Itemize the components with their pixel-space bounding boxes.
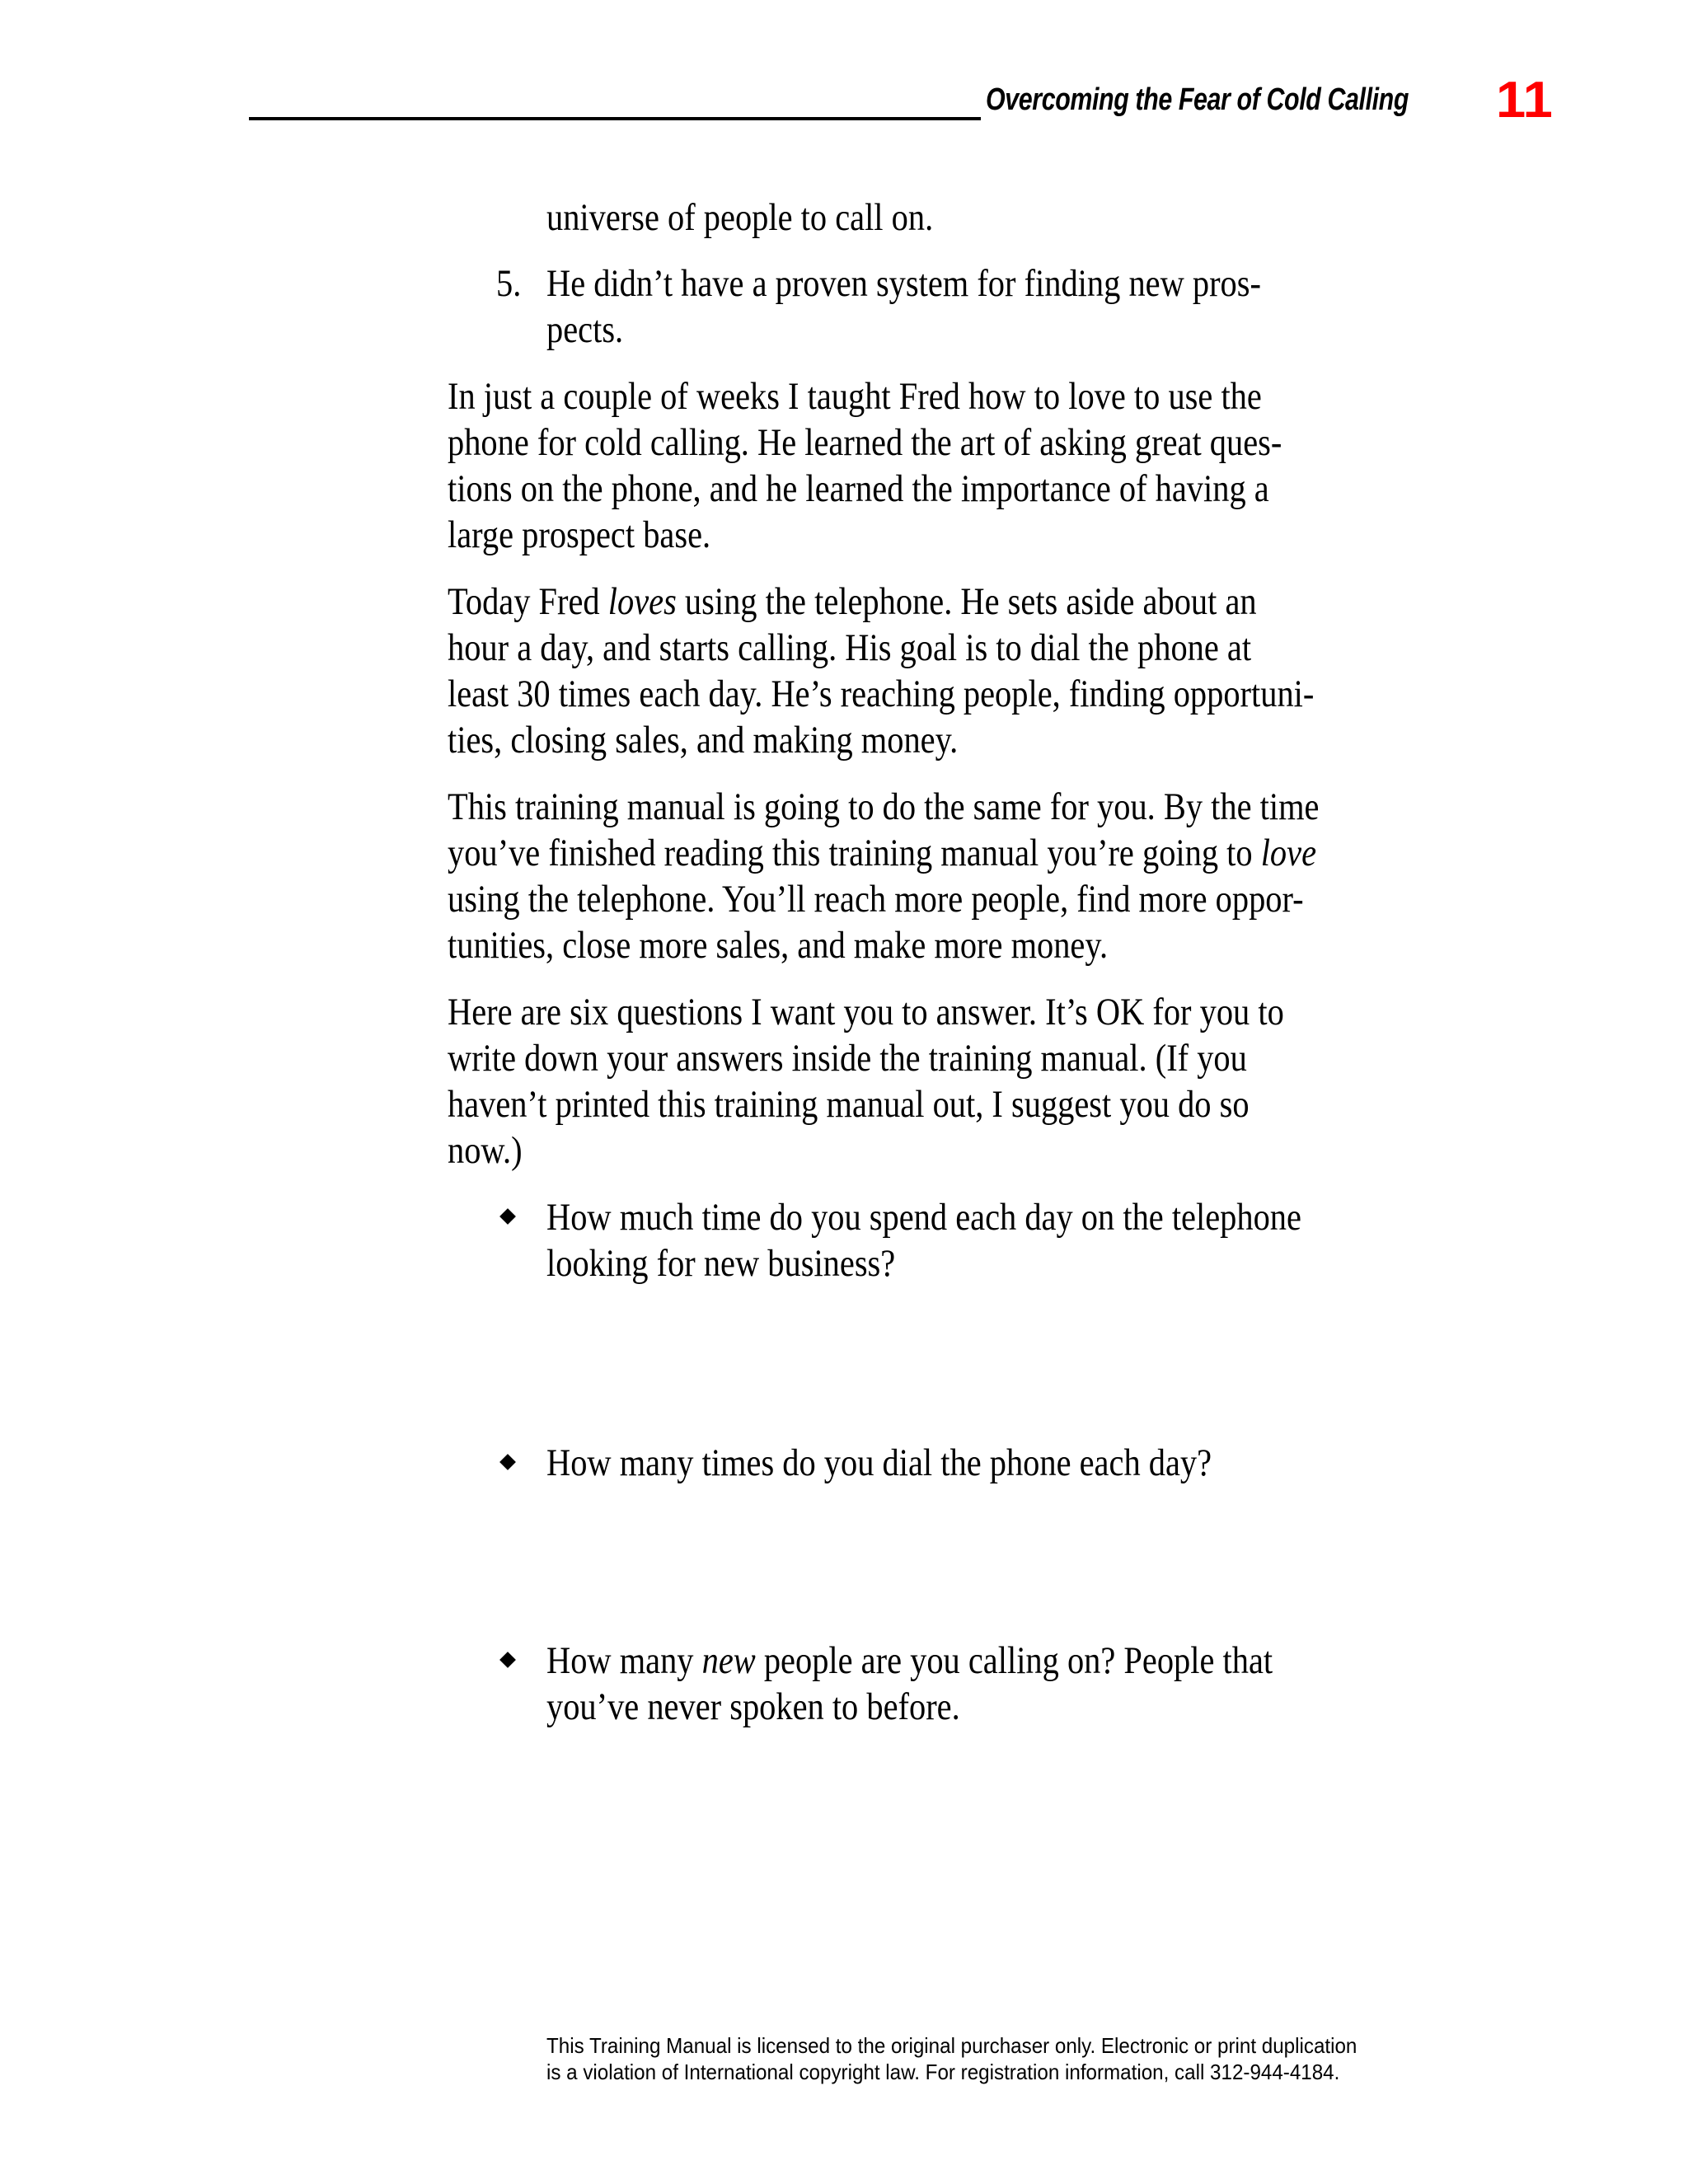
paragraph-1-line: large prospect base. <box>448 513 711 556</box>
running-title: Overcoming the Fear of Cold Calling <box>986 82 1409 117</box>
footer-license-line: is a violation of International copyright law. For registration information, call 312-944-4184. <box>546 2060 1340 2084</box>
paragraph-2-line: least 30 times each day. He’s reaching people, finding opportuni- <box>448 673 1315 715</box>
paragraph-3-line: using the telephone. You’ll reach more people, find more oppor- <box>448 878 1304 921</box>
question-3-line: you’ve never spoken to before. <box>546 1685 960 1728</box>
page-number: 11 <box>1496 72 1553 129</box>
paragraph-1-line: phone for cold calling. He learned the art of asking great ques- <box>448 421 1282 464</box>
emphasis: new <box>701 1639 756 1682</box>
paragraph-1-line: In just a couple of weeks I taught Fred how to love to use the <box>448 375 1262 418</box>
list-item-line: He didn’t have a proven system for finding new pros- <box>546 262 1261 305</box>
list-item-line: pects. <box>546 308 624 351</box>
emphasis: love <box>1260 832 1317 874</box>
continued-item-line: universe of people to call on. <box>546 196 934 239</box>
paragraph-4-line: haven’t printed this training manual out, I suggest you do so <box>448 1083 1250 1126</box>
paragraph-3-line: This training manual is going to do the same for you. By the time <box>448 785 1320 828</box>
paragraph-4-line: write down your answers inside the training manual. (If you <box>448 1037 1247 1080</box>
paragraph-3-line: tunities, close more sales, and make more money. <box>448 924 1109 967</box>
diamond-bullet-icon <box>499 1652 516 1668</box>
question-3-line: How many new people are you calling on? People that <box>546 1639 1273 1682</box>
diamond-bullet-icon <box>499 1208 516 1225</box>
paragraph-2-line: hour a day, and starts calling. His goal is to dial the phone at <box>448 626 1252 669</box>
paragraph-3-line: you’ve finished reading this training manual you’re going to love <box>448 832 1317 874</box>
paragraph-4-line: Here are six questions I want you to answer. It’s OK for you to <box>448 991 1284 1033</box>
question-1-line: How much time do you spend each day on the telephone <box>546 1196 1301 1239</box>
paragraph-2-line: ties, closing sales, and making money. <box>448 719 959 762</box>
paragraph-2-line: Today Fred loves using the telephone. He sets aside about an <box>448 580 1257 623</box>
paragraph-4-line: now.) <box>448 1129 523 1172</box>
list-number: 5. <box>496 262 522 305</box>
paragraph-1-line: tions on the phone, and he learned the importance of having a <box>448 467 1269 510</box>
diamond-bullet-icon <box>499 1454 516 1470</box>
emphasis: loves <box>607 580 677 623</box>
header-rule <box>249 117 981 120</box>
question-1-line: looking for new business? <box>546 1242 896 1285</box>
question-2-line: How many times do you dial the phone each day? <box>546 1441 1212 1484</box>
footer-license-line: This Training Manual is licensed to the original purchaser only. Electronic or print duplication <box>546 2033 1357 2058</box>
